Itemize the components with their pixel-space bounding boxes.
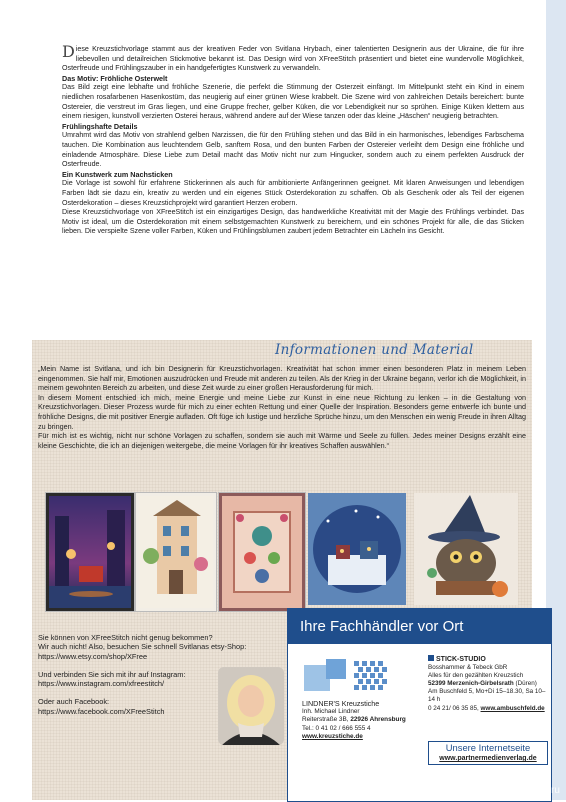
drop-cap: D [62, 42, 75, 61]
heading-motiv: Das Motiv: Fröhliche Osterwelt [62, 73, 168, 83]
stick-studio-city: 52399 Merzenich-Girbelsrath (Düren) [428, 680, 537, 688]
paragraph-details: Umrahmt wird das Motiv von strahlend gelben Narzissen, die für den Frühling stehen und das Bild in ein harmonisches, lebendiges Farbschema tauchen. Die Kombination aus leuchtendem Gelb, sanftem Rosa, und den bunten Farben der Ostereier verleiht dem Design eine fröhliche und einladende Atmosphäre. Diese Liebe zum Detail macht das Motiv nicht nur zum Hingucker, sondern auch zu einem perfekten Ausdruck der Osterfreude. [62, 131, 524, 169]
stick-studio-address [428, 655, 546, 713]
designer-portrait [218, 667, 284, 745]
article-body [62, 42, 524, 237]
quote-paragraph-1: „Mein Name ist Svitlana, und ich bin Designerin für Kreuzstichvorlagen. Kreativität hat schon immer einen besonderen Platz in meinem Leben eingenommen. Sie half mir, Emotionen auszudrücken und Freude mit anderen zu teilen. Als der Krieg in der Ukraine begann, verlor ich die Möglichkeit, in meinem gewohnten Bereich zu arbeiten, und diese Zeit wurde zu einer großen Herausforderung für mich. [38, 364, 526, 393]
dealer-ad [287, 608, 552, 802]
stick-studio-name: STICK-STUDIO [428, 655, 546, 664]
paragraph-kunstwerk: Die Vorlage ist sowohl für erfahrene Stickerinnen als auch für ambitionierte Anfängerinnen geeignet. Mit klaren Anweisungen und lebendigen Farben lädt sie dazu ein, kreativ zu werden und ein eigenes Stück Osterdekoration zu schaffen. Ob als Geschenk oder als Teil der eigenen Osterdekoration – dieses Kreuzstichprojekt wird garantiert Herzen erobern. [62, 179, 524, 207]
stick-studio-hours: Am Buschfeld 5, Mo+Di 15–18.30, Sa 10–14 h [428, 688, 546, 704]
contact-line-instagram: Und verbinden Sie sich mit ihr auf Instagram: [38, 669, 186, 679]
design-image-cafe-house [136, 493, 216, 611]
watermark: PassionForum.ru [483, 785, 560, 796]
quote-paragraph-3: Für mich ist es wichtig, nicht nur schöne Vorlagen zu schaffen, sondern sie auch mit Wärme und Seele zu füllen. Jedes meiner Designs erzählt eine kleine Geschichte, die ich an diejenigen weitergebe, die meine Vorlagen für ihr kreatives Schaffen auswählen.“ [38, 431, 526, 450]
contact-line-1: Sie können von XFreeStitch nicht genug bekommen? [38, 633, 213, 642]
heading-kunstwerk: Ein Kunstwerk zum Nachsticken [62, 169, 173, 179]
internet-title: Unsere Internetseite [445, 742, 531, 753]
etsy-link[interactable]: https://www.etsy.com/shop/XFree [38, 651, 148, 661]
info-title: Informationen und Material [275, 342, 474, 358]
lindner-phone: Tel.: 0 41 02 / 666 555 4 [302, 724, 371, 732]
design-image-winter-village [308, 493, 406, 605]
heading-details: Frühlingshafte Details [62, 121, 138, 131]
contact-line-2: Wir auch nicht! Also, besuchen Sie schnell Svitlanas etsy-Shop: [38, 642, 247, 652]
paragraph-motiv: Das Bild zeigt eine lebhafte und fröhliche Szenerie, die perfekt die Stimmung der Osterzeit einfängt. Im Mittelpunkt steht ein Kind in einem niedlichen rosafarbenen Hasenkostüm, das neugierig auf einer grünen Wiese krabbelt. Die Szene wird von zahlreichen Details bereichert: bunte Ostereier, die verstreut im Gras liegen, und eine Gruppe frecher, gelber Küken, die vor Lebendigkeit nur so sprühen. Einige Küken klettern aus einem riesigen, kunstvoll verzierten Osterei heraus, während andere auf der Wiese tanzen oder das kleine „Häschen“ neugierig betrachten. [62, 83, 524, 121]
lindner-street: Reiterstraße 3B, 22926 Ahrensburg [302, 716, 406, 724]
lindner-owner: Inh. Michael Lindner [302, 708, 360, 716]
lindner-logo [302, 657, 394, 699]
square-icon [428, 655, 434, 661]
paragraph-summary: Diese Kreuzstichvorlage von XFreeStitch ist ein einzigartiges Design, das handwerkliche Kreativität mit der Magie des Frühlings verbindet. Das Motiv ist ideal, um die Osterdekoration mit einem selbstgemachten Kunstwerk zu bereichern, und ein schönes Projekt für alle, die das Sticken lieben. Die verspielte Szene voller Farben, Küken und Frühlingsblumen zaubert jedem Betrachter ein Lächeln ins Gesicht. [62, 208, 524, 236]
design-image-floral-frame [219, 493, 305, 611]
lindner-address [302, 700, 422, 741]
contact-line-facebook: Oder auch Facebook: [38, 697, 110, 707]
intro-paragraph: Diese Kreuzstichvorlage stammt aus der kreativen Feder von Svitlana Hrybach, einer talentierten Designerin aus der Ukraine, die für ihre liebevollen und detailreichen Stickmotive bekannt ist. Das Design wird von XFreeStitch präsentiert und bietet eine wundervolle Möglichkeit, Osterfreude und Frühlingszauber in ein handgefertigtes Kunstwerk zu verwandeln. [62, 42, 524, 73]
internet-url[interactable]: www.partnermedienverlag.de [439, 755, 537, 762]
design-image-rainy-city [46, 493, 134, 611]
internet-box [428, 741, 548, 765]
stick-studio-contact: 0 24 21/ 06 35 85, www.ambuschfeld.de [428, 704, 545, 712]
dealer-title: Ihre Fachhändler vor Ort [288, 609, 551, 644]
instagram-link[interactable]: https://www.instagram.com/xfreestitch/ [38, 679, 165, 689]
design-image-witch-cat [414, 493, 518, 605]
stick-studio-owner: Bosshammer & Tebeck GbR [428, 664, 508, 672]
quote-paragraph-2: In diesem Moment entschied ich mich, meine Energie und meine Liebe zur Kunst in eine neue Richtung zu lenken – in die Gestaltung von Kreuzstichvorlagen. Dieser Prozess wurde für mich zu einer echten Rettung und einer Quelle der Inspiration. Besonders gerne entwerfe ich bunte und fröhliche Designs, die mit positiver Energie aufladen. Oft füge ich lustige und herzliche Sprüche hinzu, um den Menschen ein wenig Freude in ihren Alltag zu bringen. [38, 392, 526, 431]
stick-studio-tagline: Alles für den gezählten Kreuzstich [428, 672, 524, 680]
facebook-link[interactable]: https://www.facebook.com/XFreeStitch [38, 706, 165, 716]
designer-quote [38, 364, 526, 450]
lindner-brand: LINDNER'S Kreuzstiche [302, 699, 380, 708]
lindner-url[interactable]: www.kreuzstiche.de [302, 732, 363, 740]
